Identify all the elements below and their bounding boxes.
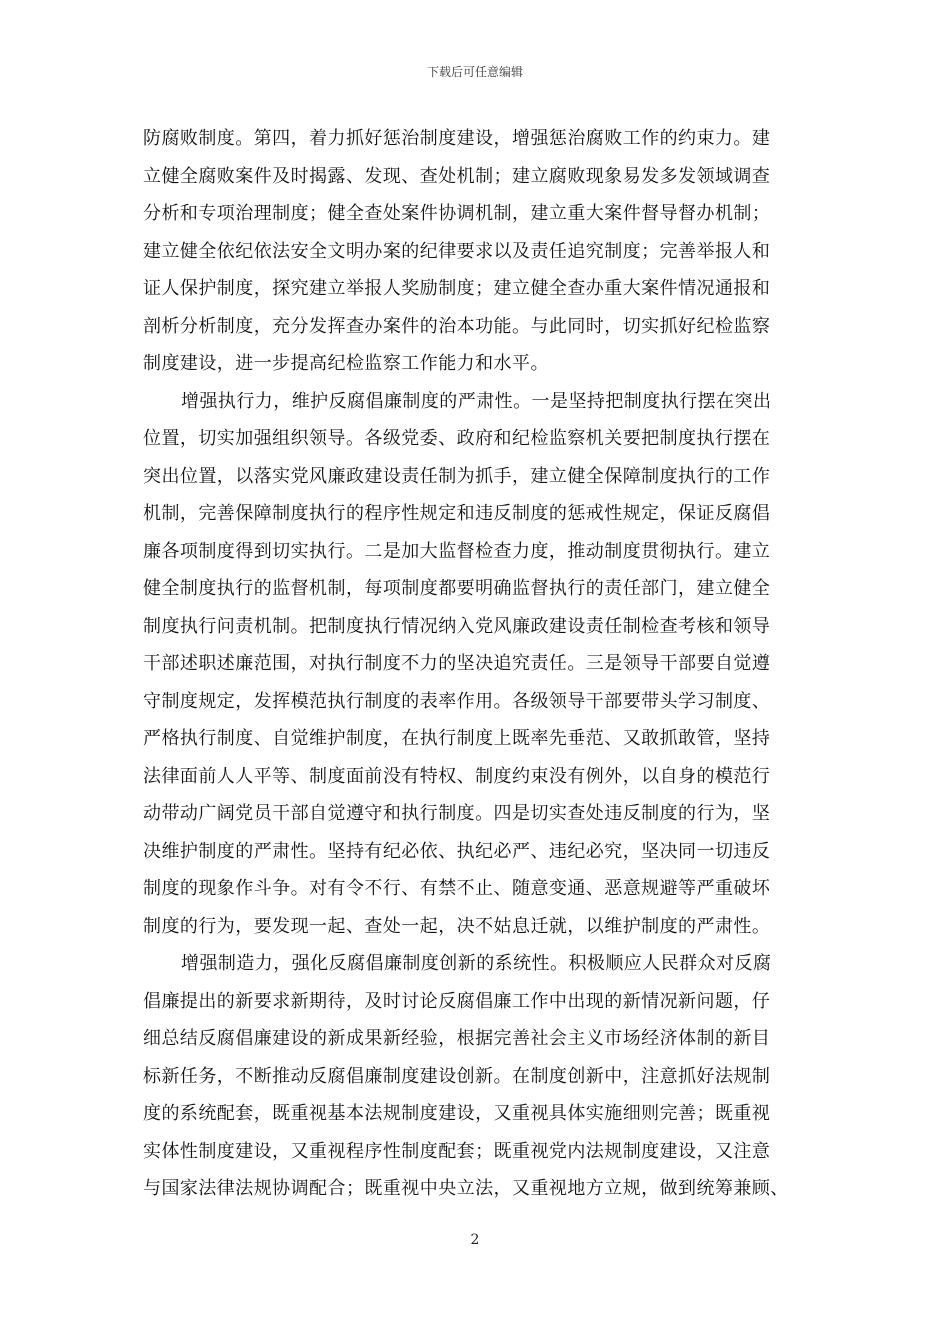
- text-line: 制度建设，进一步提高纪检监察工作能力和水平。: [143, 353, 549, 374]
- text-line: 廉各项制度得到切实执行。二是加大监督检查力度，推动制度贯彻执行。建立: [143, 540, 771, 562]
- text-line: 动带动广阔党员干部自觉遵守和执行制度。四是切实查处违反制度的行为，坚: [143, 803, 771, 824]
- text-line: 制度的现象作斗争。对有令不行、有禁不止、随意变通、恶意规避等严重破坏: [143, 878, 771, 899]
- text-line: 位置，切实加强组织领导。各级党委、政府和纪检监察机关要把制度执行摆在: [143, 428, 771, 449]
- text-line: 分析和专项治理制度；健全查处案件协调机制，建立重大案件督导督办机制；: [143, 203, 771, 224]
- text-line: 守制度规定，发挥模范执行制度的表率作用。各级领导干部要带头学习制度、: [143, 690, 771, 712]
- text-line: 立健全腐败案件及时揭露、发现、查处机制；建立腐败现象易发多发领域调查: [143, 165, 771, 187]
- text-line: 与国家法律法规协调配合；既重视中央立法，又重视地方立规，做到统筹兼顾、: [143, 1178, 789, 1199]
- text-line: 建立健全依纪依法安全文明办案的纪律要求以及责任追究制度；完善举报人和: [143, 240, 771, 262]
- text-line: 制度执行问责机制。把制度执行情况纳入党风廉政建设责任制检查考核和领导: [143, 615, 771, 637]
- text-line: 实体性制度建设，又重视程序性制度配套；既重视党内法规制度建设，又注意: [143, 1140, 771, 1162]
- text-line: 细总结反腐倡廉建设的新成果新经验，根据完善社会主义市场经济体制的新目: [143, 1028, 771, 1049]
- text-line: 制度的行为，要发现一起、查处一起，决不姑息迁就，以维护制度的严肃性。: [143, 915, 771, 937]
- text-line: 干部述职述廉范围，对执行制度不力的坚决追究责任。三是领导干部要自觉遵: [143, 653, 771, 674]
- text-line: 剖析分析制度，充分发挥查办案件的治本功能。与此同时，切实抓好纪检监察: [143, 315, 771, 337]
- page-header: 下载后可任意编辑: [426, 65, 523, 79]
- text-line: 严格执行制度、自觉维护制度，在执行制度上既率先垂范、又敢抓敢管，坚持: [143, 728, 771, 749]
- text-line: 证人保护制度，探究建立举报人奖励制度；建立健全查办重大案件情况通报和: [143, 278, 771, 299]
- text-line: 增强制造力，强化反腐倡廉制度创新的系统性。积极顺应人民群众对反腐: [181, 953, 772, 974]
- text-line: 防腐败制度。第四，着力抓好惩治制度建设，增强惩治腐败工作的约束力。建: [143, 128, 771, 149]
- text-line: 突出位置，以落实党风廉政建设责任制为抓手，建立健全保障制度执行的工作: [143, 465, 771, 487]
- text-line: 增强执行力，维护反腐倡廉制度的严肃性。一是坚持把制度执行摆在突出: [181, 390, 772, 412]
- text-line: 标新任务，不断推动反腐倡廉制度建设创新。在制度创新中，注意抓好法规制: [143, 1065, 771, 1087]
- text-line: 法律面前人人平等、制度面前没有特权、制度约束没有例外，以自身的模范行: [143, 765, 771, 787]
- text-line: 健全制度执行的监督机制，每项制度都要明确监督执行的责任部门，建立健全: [143, 578, 771, 599]
- text-line: 倡廉提出的新要求新期待，及时讨论反腐倡廉工作中出现的新情况新问题，仔: [143, 990, 771, 1012]
- text-line: 度的系统配套，既重视基本法规制度建设，又重视具体实施细则完善；既重视: [143, 1103, 771, 1124]
- text-line: 决维护制度的严肃性。坚持有纪必依、执纪必严、违纪必究，坚决同一切违反: [143, 840, 771, 862]
- document-body: [143, 120, 809, 1208]
- text-line: 机制，完善保障制度执行的程序性规定和违反制度的惩戒性规定，保证反腐倡: [143, 503, 771, 524]
- page-number: 2: [470, 1232, 480, 1248]
